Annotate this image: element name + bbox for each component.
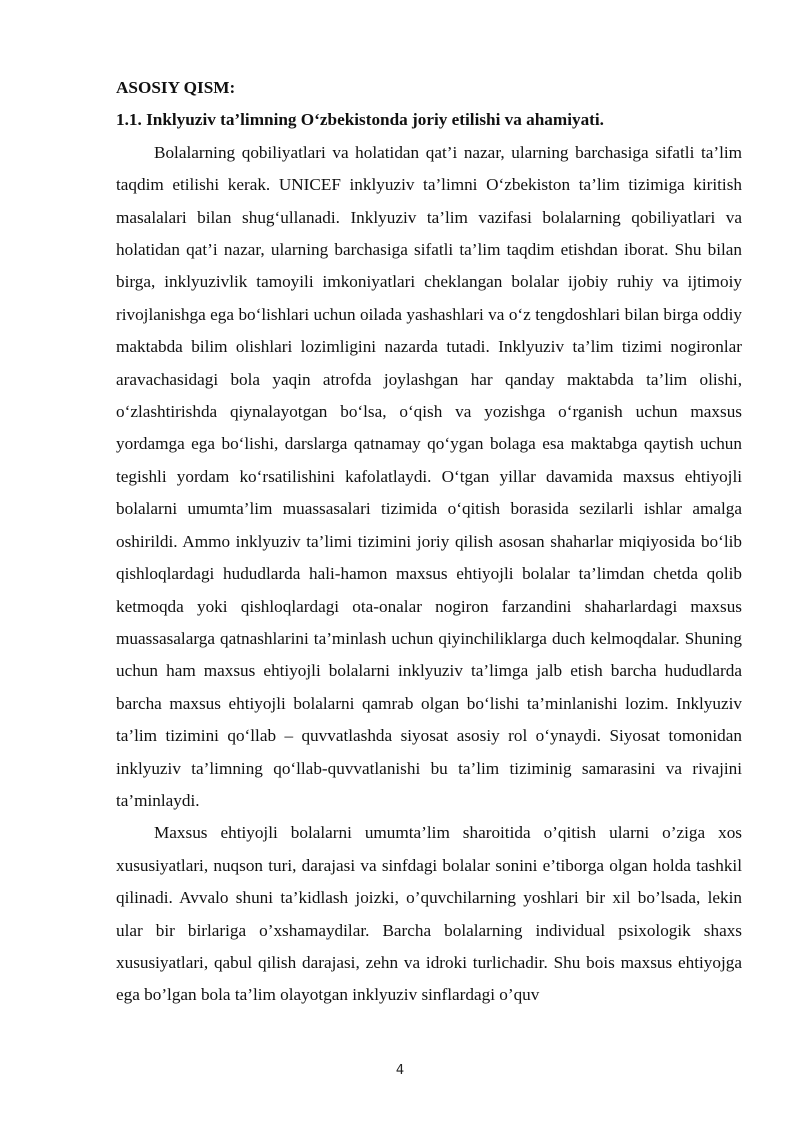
body-paragraph-1: Bolalarning qobiliyatlari va holatidan qat’i nazar, ularning barchasiga sifatli ta’lim taqdim etilishi kerak. UNICEF inklyuziv ta’limni O‘zbekiston ta’lim tizimiga kiritish masalalari bilan shug‘ullanadi. Inklyuziv ta’lim vazifasi bolalarning qobiliyatlari va holatidan qat’i nazar, ularning barchasiga sifatli ta’lim taqdim etishdan iborat. Shu bilan birga, inklyuzivlik tamoyili imkoniyatlari cheklangan bolalar ijobiy ruhiy va ijtimoiy rivojlanishga ega bo‘lishlari uchun oilada yashashlari va o‘z tengdoshlari bilan birga oddiy maktabda bilim olishlari lozimligini nazarda tutadi. Inklyuziv ta’lim tizimi nogironlar aravachasidagi bola yaqin atrofda joylashgan har qanday maktabda ta’lim olishi, o‘zlashtirishda qiynalayotgan bo‘lsa, o‘qish va yozishga o‘rganish uchun maxsus yordamga ega bo‘lishi, darslarga qatnamay qo‘ygan bolaga esa maktabga qaytish uchun tegishli yordam ko‘rsatilishini kafolatlaydi. O‘tgan yillar davamida maxsus ehtiyojli bolalarni umumta’lim muassasalari tizimida o‘qitish borasida sezilarli ishlar amalga oshirildi. Ammo inklyuziv ta’limi tizimini joriy qilish asosan shaharlar miqiyosida bo‘lib qishloqlardagi hududlarda hali-hamon maxsus ehtiyojli bolalar ta’limdan chetda qolib ketmoqda yoki qishloqlardagi ota-onalar nogiron farzandini shaharlardagi maxsus muassasalarga qatnashlarini ta’minlash uchun qiyinchiliklarga duch kelmoqdalar. Shuning uchun ham maxsus ehtiyojli bolalarni inklyuziv ta’limga jalb etish barcha hududlarda barcha maxsus ehtiyojli bolalarni qamrab olgan bo‘lishi ta’minlanishi lozim. Inklyuziv ta’lim tizimini qo‘llab – quvvatlashda siyosat asosiy rol o‘ynaydi. Siyosat tomonidan inklyuziv ta’limning qo‘llab-quvvatlanishi bu ta’lim tiziminig samarasini va rivajini ta’minlaydi.	[116, 142, 742, 810]
body-paragraph-2: Maxsus ehtiyojli bolalarni umumta’lim sharoitida o’qitish ularni o’ziga xos xususiyatlari, nuqson turi, darajasi va sinfdagi bolalar sonini e’tiborga olgan holda tashkil qilinadi. Avvalo shuni ta’kidlash joizki, o’quvchilarning yoshlari bir xil bo’lsada, lekin ular bir birlariga o’xshamaydilar. Barcha bolalarning individual psixologik shaxs xususiyatlari, qabul qilish darajasi, zehn va idroki turlichadir. Shu bois maxsus ehtiyojga ega bo’lgan bola ta’lim olayotgan inklyuziv sinflardagi o’quv	[116, 823, 742, 1005]
page-body	[116, 72, 742, 1012]
section-heading: ASOSIY QISM:	[116, 78, 236, 97]
page-number: 4	[395, 1063, 405, 1078]
subsection-heading: 1.1. Inklyuziv ta’limning O‘zbekistonda joriy etilishi va ahamiyati.	[116, 110, 604, 130]
